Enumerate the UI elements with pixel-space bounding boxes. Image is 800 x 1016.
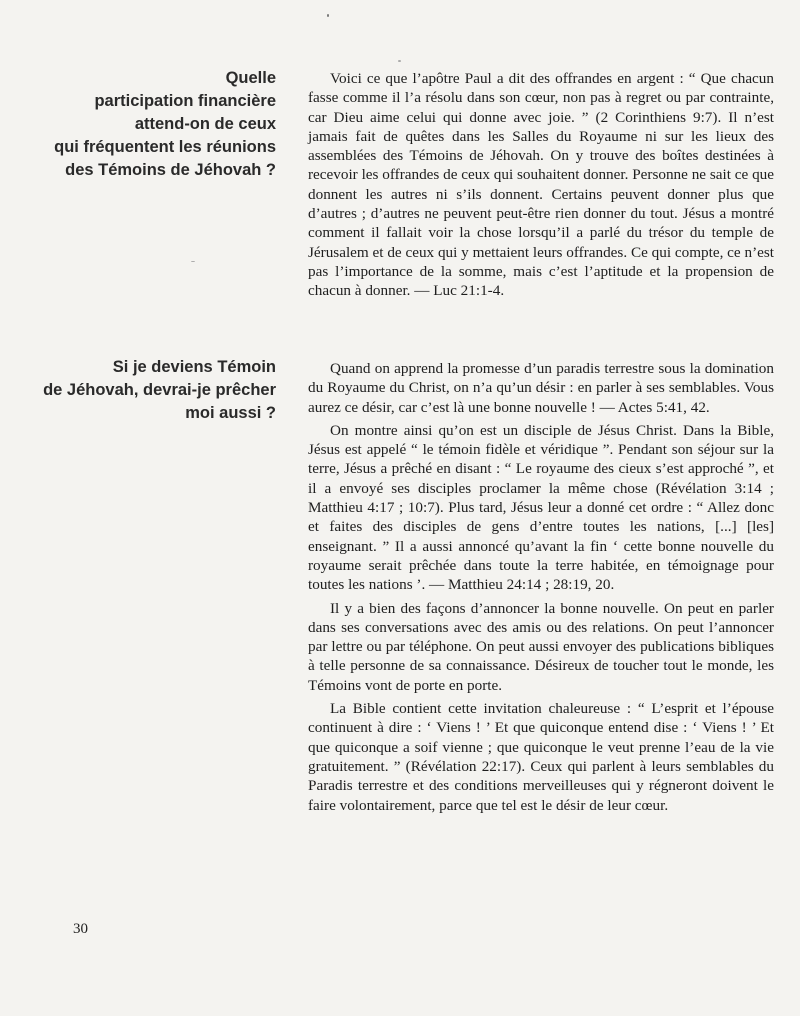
- question-line: moi aussi ?: [185, 404, 276, 422]
- answer-paragraph: On montre ainsi qu’on est un disciple de Jésus Christ. Dans la Bible, Jésus est appelé “ le témoin fidèle et véridique ”. Pendant son séjour sur la terre, Jésus a prêché en disant : “ Le royaume des cieux s’est approché ”, et il a envoyé ses disciples proclamer la même chose (Révélation 3:14 ; Matthieu 4:17 ; 10:7). Plus tard, Jésus leur a donné cet ordre : “ Allez donc et faites des disciples de gens d’entre toutes les nations, [...] [les] enseignant. ” Il a aussi annoncé qu’avant la fin ‘ cette bonne nouvelle du royaume serait prêchée dans toute la terre habitée, en témoignage pour toutes les nations ’. — Matthieu 24:14 ; 28:19, 20.: [308, 421, 774, 594]
- question-line: attend-on de ceux: [134, 115, 276, 133]
- answer-paragraph: Voici ce que l’apôtre Paul a dit des offrandes en argent : “ Que chacun fasse comme il l’a résolu dans son cœur, non pas à regret ou par contrainte, car Dieu aime celui qui donne avec joie. ” (2 Corinthiens 9:7). Il n’est jamais fait de quêtes dans les Salles du Royaume ni sur les lieux des assemblées des Témoins de Jéhovah. On y trouve des boîtes destinées à recevoir les offrandes de ceux qui souhaitent donner. Personne ne sait ce que donnent les autres ni s’ils donnent. Certains peuvent donner plus que d’autres ; d’autres ne peuvent peut-être rien donner du tout. Jésus a montré comment il fallait voir la chose lorsqu’il a parlé du trésor du temple de Jérusalem et de ceux qui y mettaient leurs offrandes. Ce qui compte, ce n’est pas l’importance de la somme, mais c’est l’aptitude et la propension de chacun à donner. — Luc 21:1-4.: [308, 70, 774, 300]
- question-line: Quelle: [225, 69, 276, 87]
- answer-text-2: [308, 359, 774, 819]
- question-line: qui fréquentent les réunions: [54, 138, 276, 156]
- scan-speck: [191, 261, 195, 262]
- answer-paragraph: La Bible contient cette invitation chaleureuse : “ L’esprit et l’épouse continuent à dire : ‘ Viens ! ’ Et que quiconque entend dise : ‘ Viens ! ’ Et que quiconque a soif vienne ; que quiconque le veut prenne l’eau de la vie gratuitement. ” (Révélation 22:17). Ceux qui parlent à leurs semblables du Paradis terrestre et des conditions merveilleuses qui y régneront doivent le faire volontairement, parce que tel est le désir de leur cœur.: [308, 700, 774, 814]
- question-heading-2: [40, 356, 276, 425]
- answer-paragraph: Quand on apprend la promesse d’un paradis terrestre sous la domination du Royaume du Christ, on n’a qu’un désir : en parler à ses semblables. Vous aurez ce désir, car c’est là une bonne nouvelle ! — Actes 5:41, 42.: [308, 360, 774, 416]
- answer-paragraph: Il y a bien des façons d’annoncer la bonne nouvelle. On peut en parler dans ses conversations avec des amis ou des relations. On peut l’annoncer par lettre ou par téléphone. On peut aussi envoyer des publications bibliques à telle personne de sa connaissance. Désireux de toucher tout le monde, les Témoins vont de porte en porte.: [308, 599, 774, 694]
- answer-text-1: [308, 69, 774, 305]
- page-number: 30: [73, 921, 88, 937]
- scan-speck: [398, 60, 401, 62]
- question-line: Si je deviens Témoin: [112, 358, 276, 376]
- question-line: participation financière: [94, 92, 276, 110]
- question-line: de Jéhovah, devrai-je prêcher: [43, 381, 276, 399]
- question-line: des Témoins de Jéhovah ?: [65, 161, 276, 179]
- question-heading-1: [40, 67, 276, 182]
- scan-speck: [327, 14, 329, 17]
